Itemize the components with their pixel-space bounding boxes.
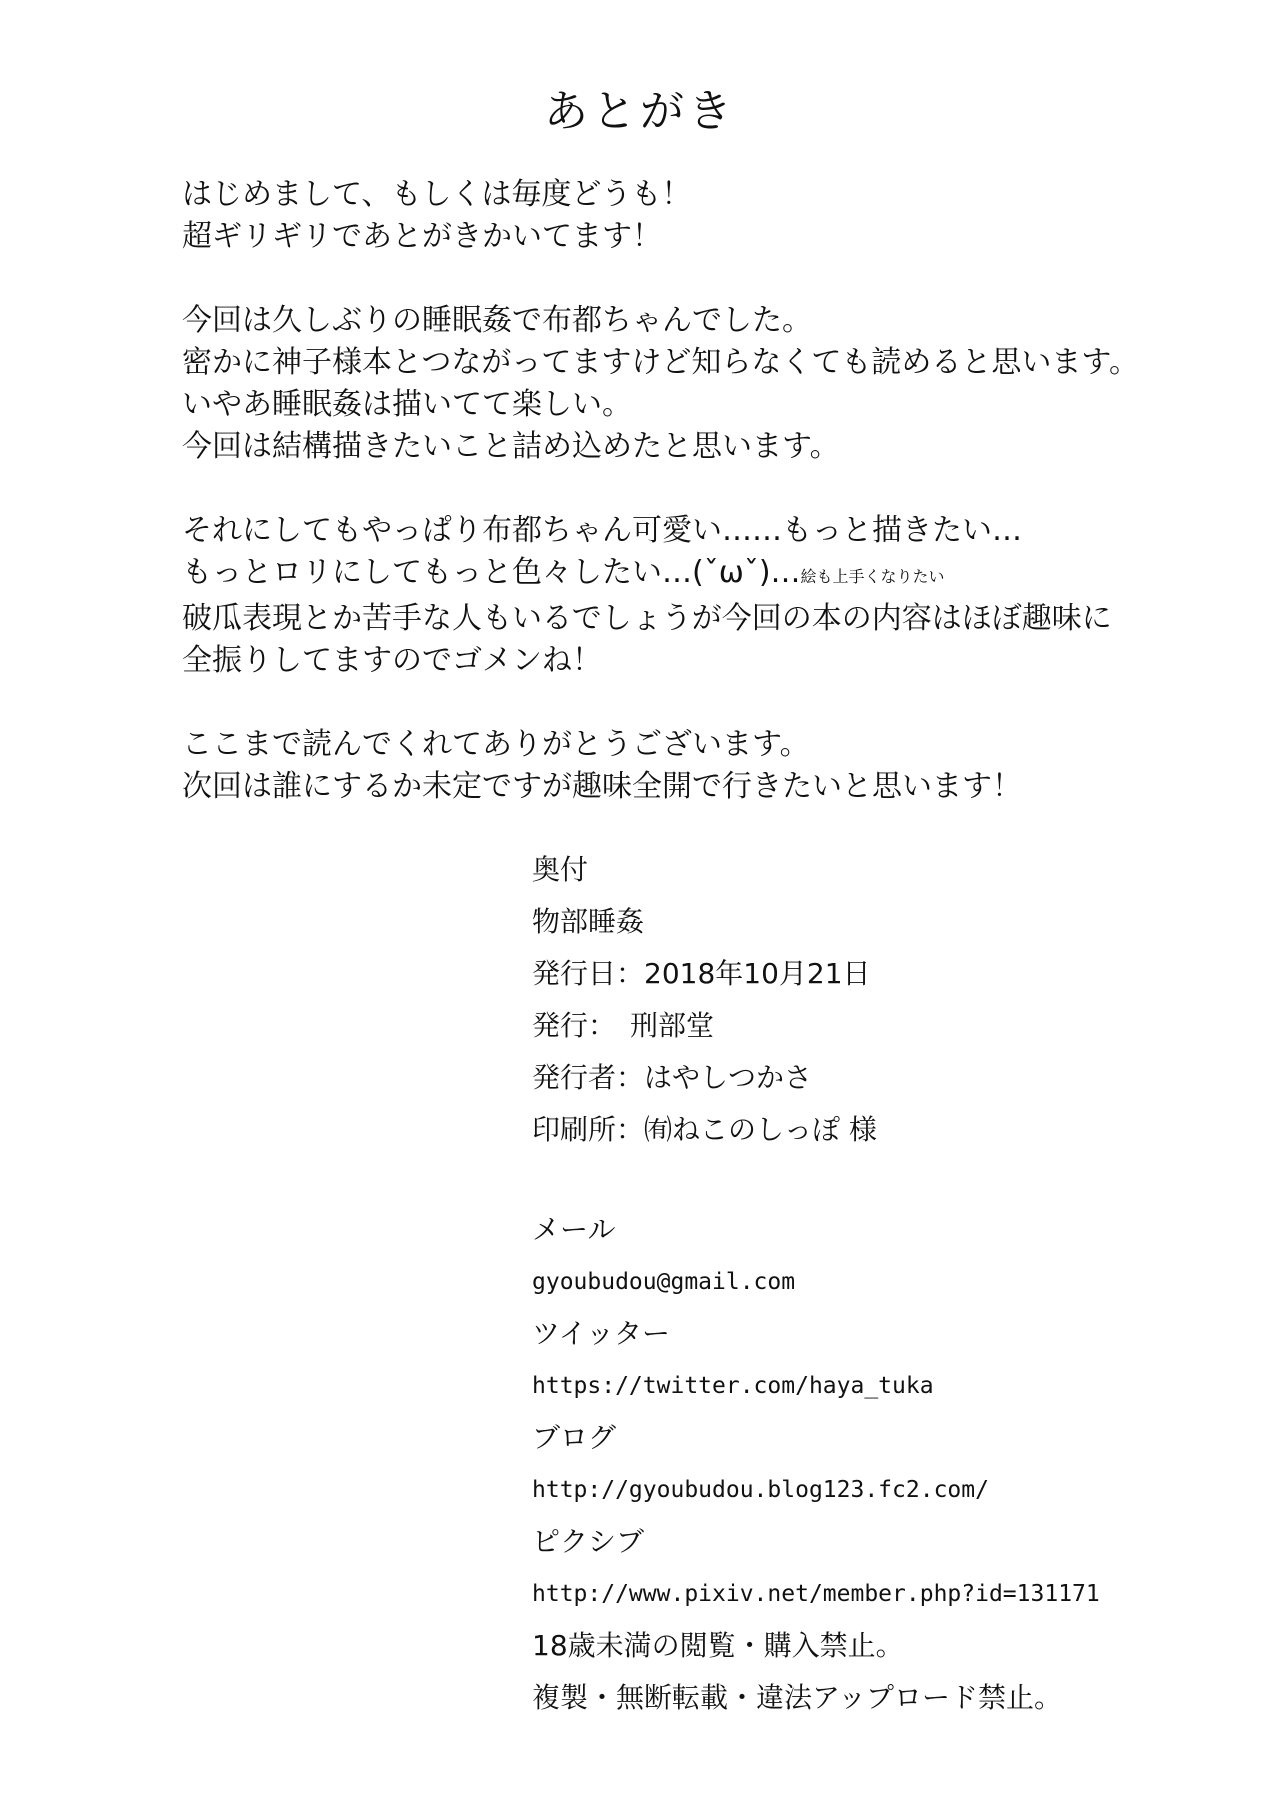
afterword-line: 全振りしてますのでゴメンね！ [182,643,602,678]
afterword-line: いやあ睡眠姦は描いてて楽しい。 [182,387,632,422]
afterword-small-aside: 絵も上手くなりたい [800,567,945,586]
page-title: あとがき [544,86,736,137]
mail-label: メール [532,1213,616,1246]
afterword-line: 今回は結構描きたいこと詰め込めたと思います。 [182,429,840,464]
twitter-url: https://twitter.com/haya_tuka [532,1373,934,1399]
author: 発行者：はやしつかさ [532,1061,813,1094]
colophon-heading: 奥付 [532,853,589,886]
afterword-line [182,552,1242,598]
afterword-line: 密かに神子様本とつながってますけど知らなくても読めると思います。 [182,345,1139,380]
copyright-notice: 複製・無断転載・違法アップロード禁止。 [532,1681,1063,1714]
blog-label: ブログ [532,1421,617,1454]
pixiv-url: http://www.pixiv.net/member.php?id=131171 [532,1581,1100,1607]
colophon [532,844,1252,1156]
afterword-line: ここまで読んでくれてありがとうございます。 [182,727,810,762]
afterword-line: 超ギリギリであとがきかいてます！ [182,219,662,254]
mail-address: gyoubudou@gmail.com [532,1269,796,1295]
pixiv-label: ピクシブ [532,1525,645,1558]
afterword-line: 次回は誰にするか未定ですが趣味全開で行きたいと思います！ [182,769,1022,804]
afterword-line: 今回は久しぶりの睡眠姦で布都ちゃんでした。 [182,303,812,338]
paragraph-gap [182,468,1242,510]
paragraph-gap [182,258,1242,300]
afterword-line: はじめまして、もしくは毎度どうも！ [182,177,692,212]
book-title: 物部睡姦 [532,905,645,938]
afterword-line-main: もっとロリにしてもっと色々したい…(ˇωˇ)… [182,555,801,590]
contact-info [532,1204,1252,1724]
blog-url: http://gyoubudou.blog123.fc2.com/ [532,1477,989,1503]
twitter-label: ツイッター [532,1317,671,1350]
issue-date: 発行日：2018年10月21日 [532,957,871,990]
afterword-line: それにしてもやっぱり布都ちゃん可愛い……もっと描きたい… [182,513,1022,548]
afterword-body [182,174,1242,808]
printer: 印刷所：㈲ねこのしっぽ 様 [532,1113,877,1146]
paragraph-gap [182,682,1242,724]
afterword-line: 破瓜表現とか苦手な人もいるでしょうが今回の本の内容はほぼ趣味に [182,601,1112,636]
age-restriction-notice: 18歳未満の閲覧・購入禁止。 [532,1629,904,1662]
publisher: 発行： 刑部堂 [532,1009,715,1042]
